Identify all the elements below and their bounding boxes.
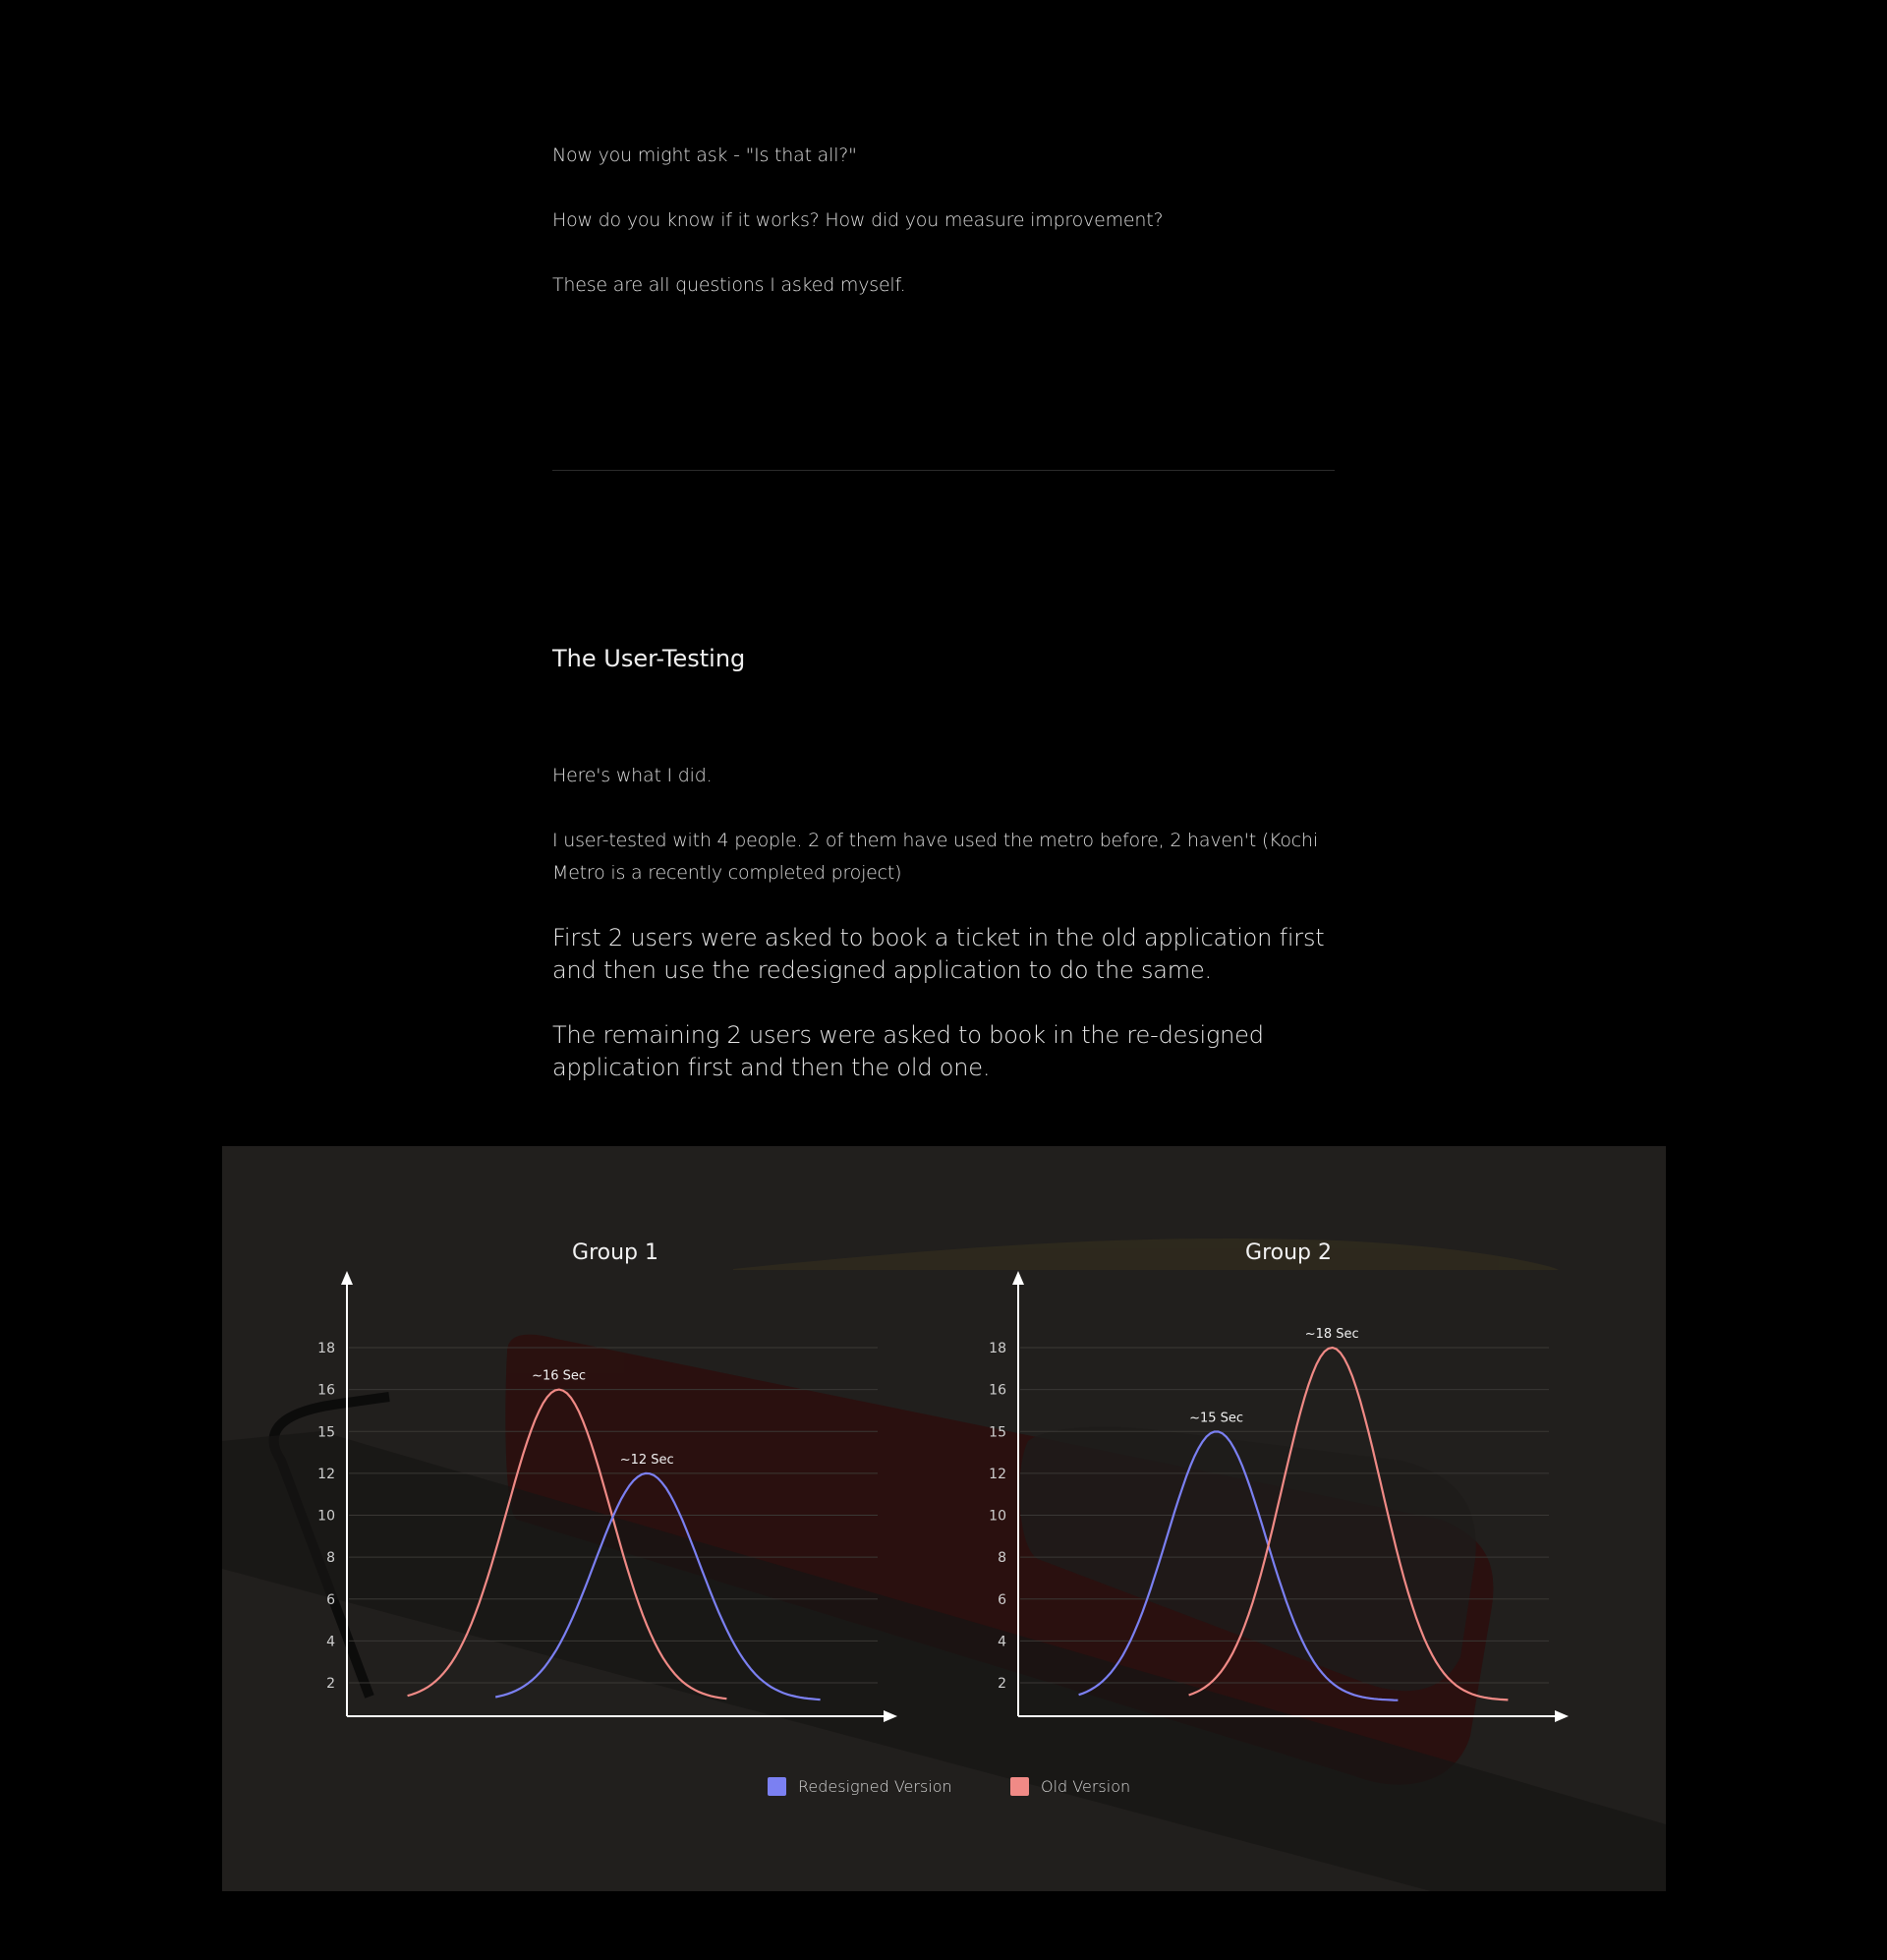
- legend-swatch-old: [1010, 1777, 1029, 1796]
- y-tick-label: 2: [326, 1676, 335, 1692]
- y-tick-label: 8: [998, 1550, 1006, 1567]
- legend-redesigned: [768, 1777, 952, 1796]
- illustration-roof: [733, 1239, 1559, 1270]
- peak-data-label: ~15 Sec: [1189, 1411, 1244, 1426]
- legend-old: [1010, 1777, 1130, 1796]
- y-axis-arrow: [341, 1271, 353, 1285]
- peak-data-label: ~18 Sec: [1304, 1327, 1359, 1342]
- y-axis-arrow: [1012, 1271, 1024, 1285]
- y-tick-label: 8: [326, 1550, 335, 1567]
- y-tick-label: 16: [989, 1382, 1006, 1399]
- intro-line-3: These are all questions I asked myself.: [552, 274, 906, 296]
- intro-text: [552, 140, 1335, 302]
- chart-title: Group 1: [572, 1240, 658, 1265]
- y-tick-label: 6: [998, 1591, 1006, 1608]
- y-tick-label: 4: [326, 1634, 335, 1650]
- y-tick-label: 6: [326, 1591, 335, 1608]
- y-tick-label: 12: [989, 1466, 1006, 1482]
- paragraph-1: Here's what I did.: [552, 765, 713, 786]
- chart-title: Group 2: [1245, 1240, 1332, 1265]
- x-axis-arrow: [1555, 1710, 1569, 1722]
- section-divider: [552, 470, 1335, 471]
- legend-label-redesigned: Redesigned Version: [798, 1777, 952, 1796]
- y-tick-label: 10: [317, 1508, 335, 1525]
- y-tick-label: 18: [317, 1341, 335, 1356]
- paragraph-3: First 2 users were asked to book a ticket in the old application first and then use the redesigned application to do the same.: [552, 924, 1325, 984]
- y-tick-label: 12: [317, 1466, 335, 1482]
- y-tick-label: 18: [989, 1341, 1006, 1356]
- y-tick-label: 10: [989, 1508, 1006, 1525]
- y-tick-label: 16: [317, 1382, 335, 1399]
- legend-label-old: Old Version: [1041, 1777, 1131, 1796]
- peak-data-label: ~16 Sec: [532, 1368, 587, 1384]
- legend-swatch-redesigned: [768, 1777, 786, 1796]
- peak-data-label: ~12 Sec: [619, 1452, 674, 1468]
- y-tick-label: 4: [998, 1634, 1006, 1650]
- section-title: The User-Testing: [552, 645, 746, 672]
- section-body: [552, 760, 1335, 1084]
- paragraph-4: The remaining 2 users were asked to book in the re-designed application first and then the old one.: [552, 1021, 1264, 1081]
- y-tick-label: 15: [317, 1424, 335, 1441]
- y-tick-label: 15: [989, 1424, 1006, 1441]
- intro-line-2: How do you know if it works? How did you measure improvement?: [552, 209, 1164, 231]
- intro-line-1: Now you might ask - "Is that all?": [552, 144, 857, 166]
- paragraph-2: I user-tested with 4 people. 2 of them have used the metro before, 2 haven't (Kochi Metro is a recently completed project): [552, 830, 1318, 884]
- y-tick-label: 2: [998, 1676, 1006, 1692]
